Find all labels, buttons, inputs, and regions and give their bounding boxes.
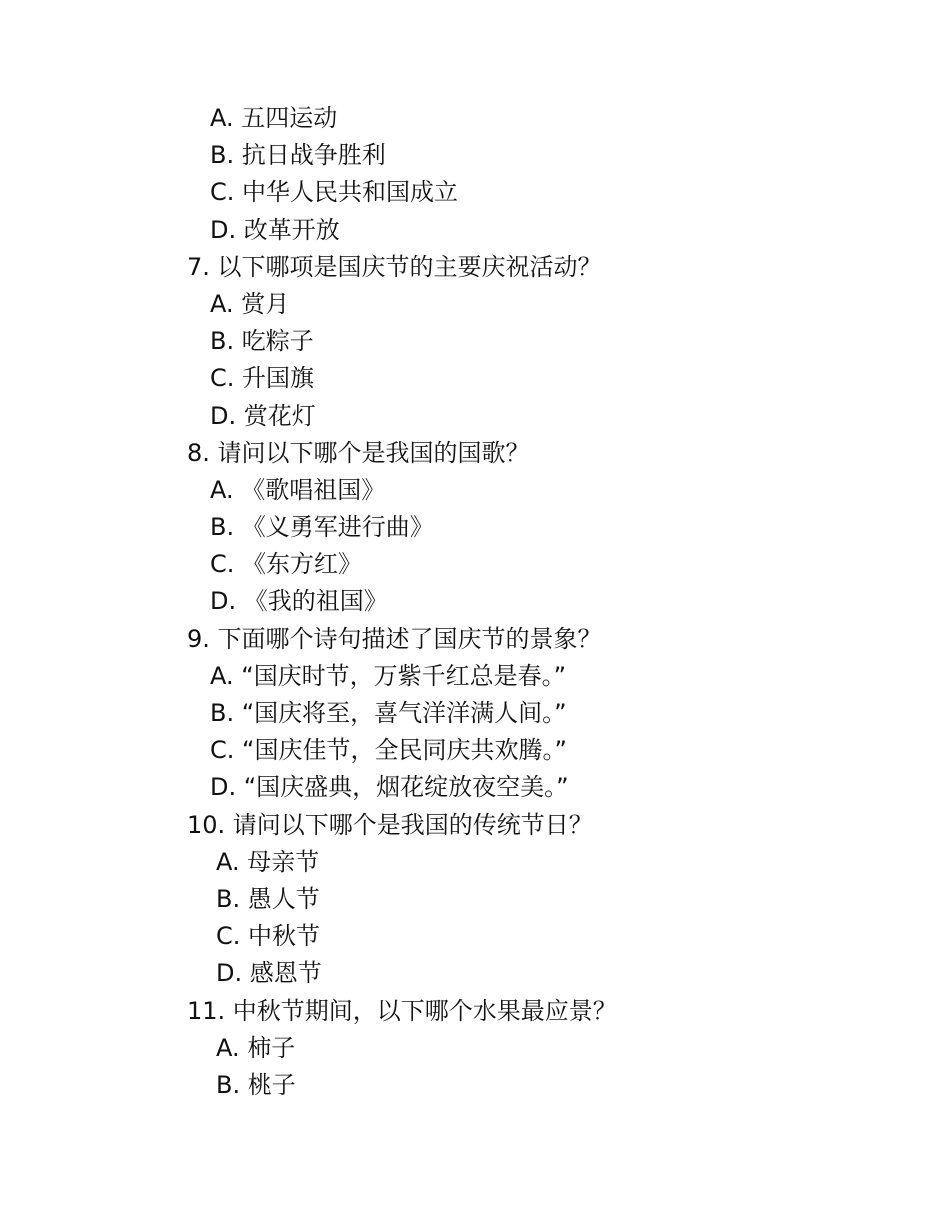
- option-b: B. 吃粽子: [210, 327, 314, 356]
- option-b: B. “国庆将至，喜气洋洋满人间。”: [210, 699, 567, 727]
- option-c: C. 升国旗: [210, 364, 315, 393]
- option-a: A. “国庆时节，万紫千红总是春。”: [210, 661, 567, 690]
- option-a: A. 五四运动: [210, 104, 338, 132]
- question-10: 10. 请问以下哪个是我国的传统节日？: [187, 810, 593, 839]
- option-d: D. 《我的祖国》: [210, 587, 388, 616]
- option-a: A. 柿子: [216, 1033, 296, 1062]
- question-9: 9. 下面哪个诗句描述了国庆节的景象？: [187, 624, 602, 653]
- question-8: 8. 请问以下哪个是我国的国歌？: [187, 438, 530, 467]
- option-c: C. 中秋节: [216, 922, 321, 951]
- document-page: [0, 100, 950, 1104]
- option-b: B. 抗日战争胜利: [210, 141, 386, 170]
- question-7: 7. 以下哪项是国庆节的主要庆祝活动？: [187, 252, 602, 281]
- option-d: D. 感恩节: [216, 959, 322, 988]
- option-a: A. 赏月: [210, 289, 290, 318]
- option-a: A. 《歌唱祖国》: [210, 475, 386, 504]
- option-b: B. 愚人节: [216, 884, 320, 913]
- option-c: C. 中华人民共和国成立: [210, 178, 459, 207]
- option-d: D. 改革开放: [210, 215, 340, 244]
- option-b: B. 《义勇军进行曲》: [210, 513, 434, 542]
- option-d: D. 赏花灯: [210, 401, 316, 430]
- option-c: C. 《东方红》: [210, 550, 363, 579]
- option-d: D. “国庆盛典，烟花绽放夜空美。”: [210, 773, 569, 802]
- option-c: C. “国庆佳节，全民同庆共欢腾。”: [210, 736, 567, 765]
- question-11: 11. 中秋节期间，以下哪个水果最应景？: [187, 996, 617, 1025]
- option-b: B. 桃子: [216, 1070, 296, 1099]
- option-a: A. 母亲节: [216, 847, 320, 876]
